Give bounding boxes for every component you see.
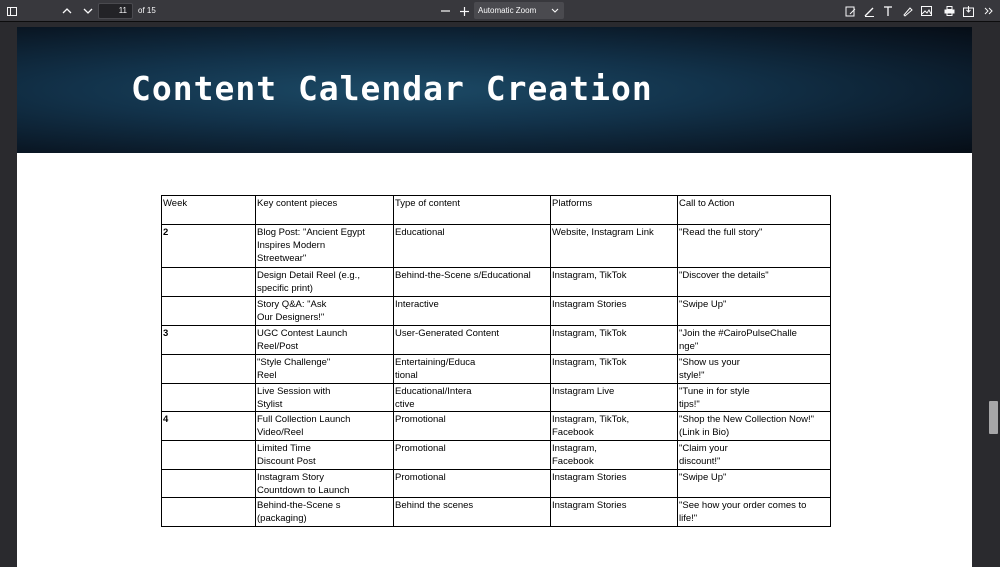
cell-platforms xyxy=(551,384,678,412)
cell-week xyxy=(162,297,256,326)
zoom-out-icon[interactable] xyxy=(436,2,454,20)
cell-cta xyxy=(678,326,831,355)
cell-week xyxy=(162,225,256,268)
cell-content-text: Limited Time Discount Post xyxy=(257,443,316,467)
chevron-down-icon xyxy=(551,2,559,19)
cell-cta-text: "Tune in for style tips!" xyxy=(679,386,750,410)
cell-content xyxy=(256,326,394,355)
next-page-icon[interactable] xyxy=(79,2,97,20)
cell-type xyxy=(394,355,551,384)
cell-type xyxy=(394,384,551,412)
cell-cta-text: "See how your order comes to life!" xyxy=(679,500,807,524)
zoom-select[interactable] xyxy=(474,2,564,19)
cell-cta xyxy=(678,268,831,297)
cell-content xyxy=(256,384,394,412)
table-row xyxy=(162,297,831,326)
cell-type xyxy=(394,470,551,498)
zoom-select-value: Automatic Zoom xyxy=(478,6,537,15)
cell-content xyxy=(256,355,394,384)
table-row xyxy=(162,441,831,470)
cell-week xyxy=(162,384,256,412)
header-type: Type of content xyxy=(394,196,551,225)
header-platforms: Platforms xyxy=(551,196,678,225)
cell-cta xyxy=(678,441,831,470)
cell-platforms xyxy=(551,441,678,470)
save-icon[interactable] xyxy=(959,2,977,20)
cell-type-text: User-Generated Content xyxy=(395,328,500,339)
cell-platforms-text: Website, Instagram Link xyxy=(552,227,654,238)
cell-cta-text: "Join the #CairoPulseChalle nge" xyxy=(679,328,797,352)
cell-week xyxy=(162,498,256,527)
previous-page-icon[interactable] xyxy=(58,2,76,20)
cell-week xyxy=(162,412,256,441)
cell-week-text: 4 xyxy=(163,414,169,425)
cell-type xyxy=(394,268,551,297)
cell-platforms xyxy=(551,297,678,326)
cell-cta-text: "Discover the details" xyxy=(679,270,769,281)
table-row xyxy=(162,326,831,355)
cell-platforms-text: Instagram Stories xyxy=(552,299,627,310)
title-banner xyxy=(17,27,972,153)
cell-platforms-text: Instagram Stories xyxy=(552,472,627,483)
cell-cta xyxy=(678,412,831,441)
cell-type-text: Promotional xyxy=(395,414,446,425)
zoom-in-icon[interactable] xyxy=(455,2,473,20)
table-row xyxy=(162,498,831,527)
cell-cta xyxy=(678,384,831,412)
cell-week xyxy=(162,441,256,470)
cell-type-text: Behind the scenes xyxy=(395,500,474,511)
table-row xyxy=(162,268,831,297)
cell-week-text: 2 xyxy=(163,227,169,238)
page-number-input[interactable]: 11 xyxy=(98,3,133,19)
cell-content-text: UGC Contest Launch Reel/Post xyxy=(257,328,348,352)
cell-week xyxy=(162,355,256,384)
cell-platforms xyxy=(551,498,678,527)
cell-content xyxy=(256,412,394,441)
pencil-icon[interactable] xyxy=(898,2,916,20)
content-calendar-table xyxy=(161,195,831,527)
table-row xyxy=(162,384,831,412)
cell-platforms-text: Instagram, Facebook xyxy=(552,443,597,467)
cell-type-text: Promotional xyxy=(395,472,446,483)
cell-cta-text: "Swipe Up" xyxy=(679,472,727,483)
cell-platforms xyxy=(551,470,678,498)
print-icon[interactable] xyxy=(940,2,958,20)
cell-platforms xyxy=(551,355,678,384)
cell-week xyxy=(162,268,256,297)
pdf-toolbar xyxy=(0,0,1000,22)
cell-platforms-text: Instagram, TikTok xyxy=(552,328,627,339)
header-cta: Call to Action xyxy=(678,196,831,225)
draw-pen-icon[interactable] xyxy=(860,2,878,20)
cell-cta-text: "Show us your style!" xyxy=(679,357,740,381)
cell-cta xyxy=(678,498,831,527)
table-row xyxy=(162,355,831,384)
cell-platforms-text: Instagram Stories xyxy=(552,500,627,511)
cell-content xyxy=(256,470,394,498)
vertical-scrollbar[interactable] xyxy=(987,23,1000,562)
page-count-label: of 15 xyxy=(138,6,156,15)
header-key-content: Key content pieces xyxy=(256,196,394,225)
cell-platforms xyxy=(551,225,678,268)
cell-content xyxy=(256,268,394,297)
table-row xyxy=(162,225,831,268)
header-week: Week xyxy=(162,196,256,225)
sidebar-toggle-icon[interactable] xyxy=(3,2,21,20)
cell-type xyxy=(394,225,551,268)
cell-platforms xyxy=(551,326,678,355)
cell-content-text: Instagram Story Countdown to Launch xyxy=(257,472,350,496)
cell-content xyxy=(256,498,394,527)
cell-type xyxy=(394,498,551,527)
cell-type xyxy=(394,412,551,441)
cell-cta-text: "Shop the New Collection Now!" (Link in Bio) xyxy=(679,414,815,438)
cell-content-text: Story Q&A: "Ask Our Designers!" xyxy=(257,299,327,323)
cell-content-text: Design Detail Reel (e.g., specific print) xyxy=(257,270,360,294)
cell-cta xyxy=(678,225,831,268)
image-icon[interactable] xyxy=(917,2,935,20)
cell-cta xyxy=(678,297,831,326)
cell-content xyxy=(256,297,394,326)
cell-content-text: Full Collection Launch Video/Reel xyxy=(257,414,351,438)
cell-platforms xyxy=(551,412,678,441)
cell-cta-text: "Swipe Up" xyxy=(679,299,727,310)
slide-title: Content Calendar Creation xyxy=(131,69,653,108)
cell-content xyxy=(256,441,394,470)
cell-type-text: Educational xyxy=(395,227,445,238)
cell-content-text: Behind-the-Scene s (packaging) xyxy=(257,500,341,524)
cell-type-text: Interactive xyxy=(395,299,439,310)
cell-cta xyxy=(678,355,831,384)
cell-type-text: Behind-the-Scene s/Educational xyxy=(395,270,531,281)
cell-type xyxy=(394,441,551,470)
cell-cta xyxy=(678,470,831,498)
pdf-page xyxy=(17,27,972,567)
cell-platforms xyxy=(551,268,678,297)
cell-platforms-text: Instagram, TikTok xyxy=(552,357,627,368)
tools-menu-icon[interactable] xyxy=(980,2,998,20)
cell-week-text: 3 xyxy=(163,328,169,339)
cell-type-text: Promotional xyxy=(395,443,446,454)
cell-content-text: Blog Post: "Ancient Egypt Inspires Modern Streetwear" xyxy=(257,227,365,264)
cell-content-text: Live Session with Stylist xyxy=(257,386,331,410)
cell-type-text: Educational/Intera ctive xyxy=(395,386,472,410)
scrollbar-thumb[interactable] xyxy=(989,401,998,434)
document-viewer xyxy=(0,23,1000,562)
cell-platforms-text: Instagram, TikTok xyxy=(552,270,627,281)
table-row xyxy=(162,470,831,498)
cell-platforms-text: Instagram, TikTok, Facebook xyxy=(552,414,630,438)
cell-type xyxy=(394,326,551,355)
cell-week xyxy=(162,326,256,355)
cell-week xyxy=(162,470,256,498)
cell-cta-text: "Read the full story" xyxy=(679,227,763,238)
text-tool-icon[interactable] xyxy=(879,2,897,20)
cell-content-text: "Style Challenge" Reel xyxy=(257,357,331,381)
cell-platforms-text: Instagram Live xyxy=(552,386,615,397)
table-row xyxy=(162,412,831,441)
highlight-icon[interactable] xyxy=(841,2,859,20)
cell-type xyxy=(394,297,551,326)
cell-content xyxy=(256,225,394,268)
cell-type-text: Entertaining/Educa tional xyxy=(395,357,476,381)
table-header-row xyxy=(162,196,831,225)
cell-cta-text: "Claim your discount!" xyxy=(679,443,728,467)
